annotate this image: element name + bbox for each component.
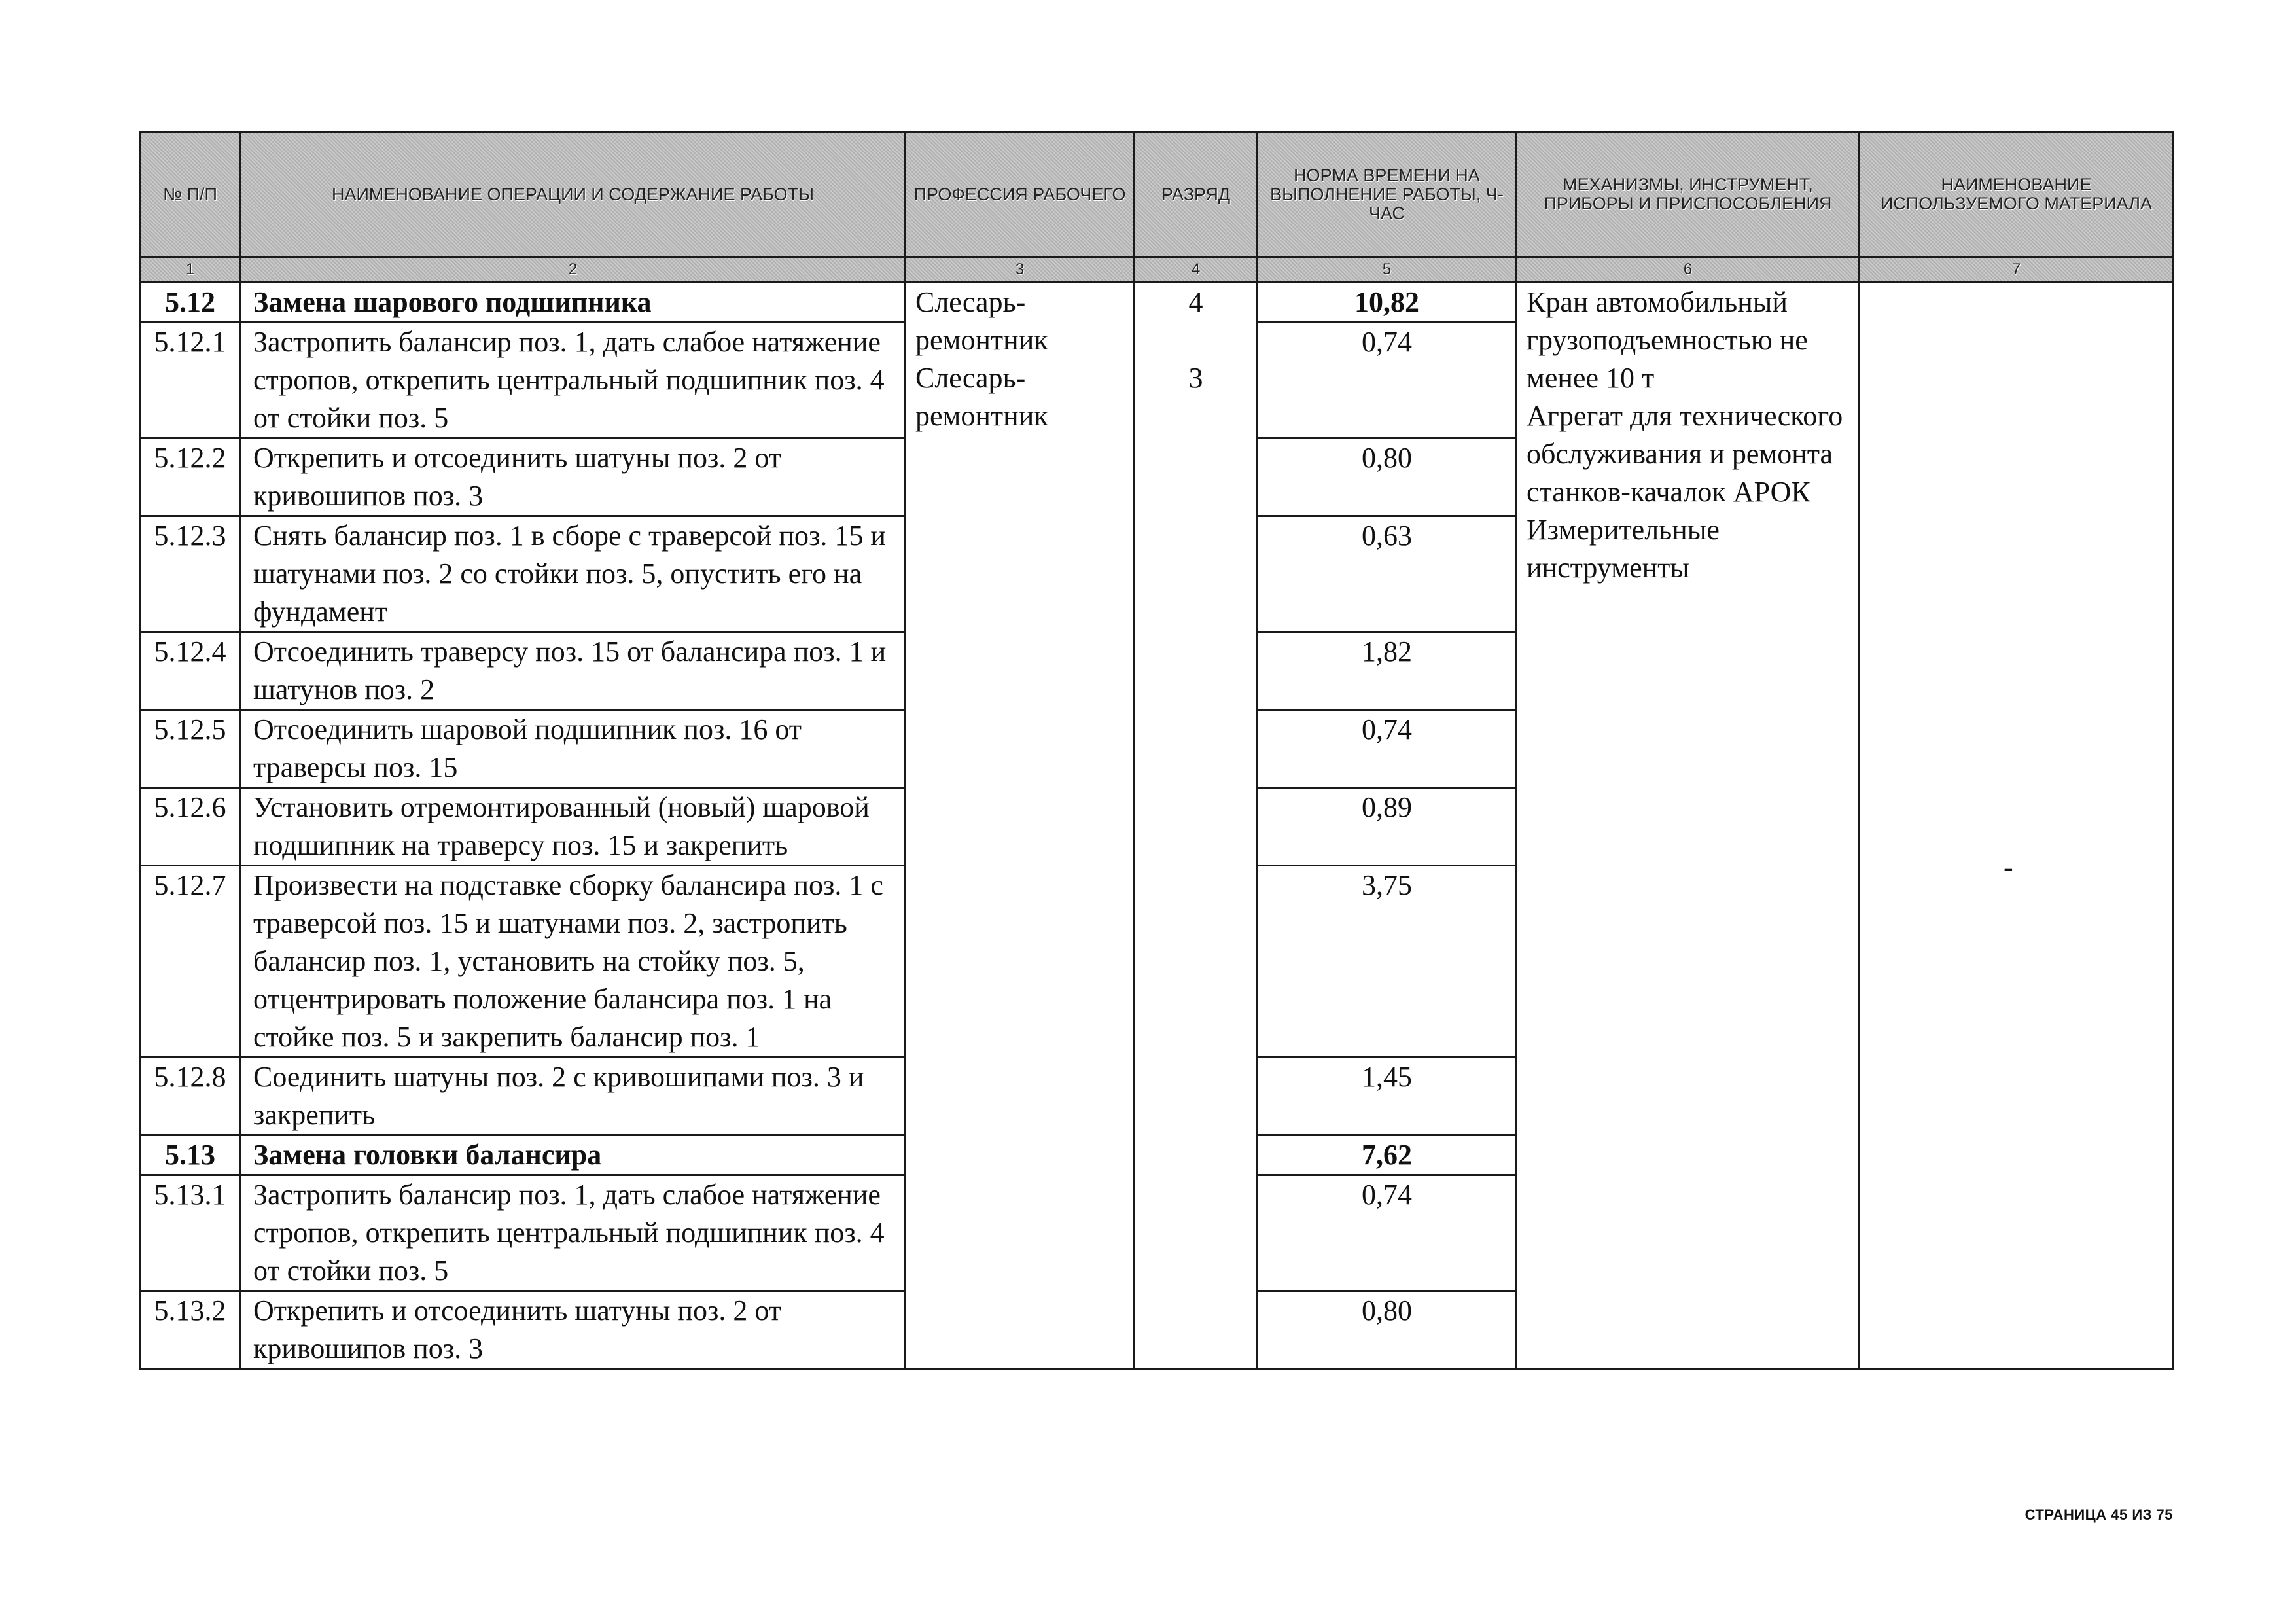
- row-number: 5.12.5: [140, 710, 241, 788]
- operation-text: Застропить балансир поз. 1, дать слабое натяжение стропов, открепить центральный подшипник поз. 4 от стойки поз. 5: [241, 323, 906, 438]
- operation-text: Произвести на подставке сборку балансира поз. 1 с траверсой поз. 15 и шатунами поз. 2, застропить балансир поз. 1, установить на стойку поз. 5, отцентрировать положение балансира поз. 1 на стойке поз. 5 и закрепить балансир поз. 1: [241, 866, 906, 1058]
- time-norm: 3,75: [1258, 866, 1517, 1058]
- operations-table: [139, 131, 2174, 1370]
- row-number: 5.12.1: [140, 323, 241, 438]
- column-number: 2: [241, 257, 906, 283]
- profession-text: Слесарь-ремонтник: [915, 362, 1048, 432]
- time-norm: 0,74: [1258, 323, 1517, 438]
- header-grade: РАЗРЯД: [1135, 132, 1258, 257]
- column-number: 4: [1135, 257, 1258, 283]
- header-tools: МЕХАНИЗМЫ, ИНСТРУМЕНТ, ПРИБОРЫ И ПРИСПОСОБЛЕНИЯ: [1517, 132, 1860, 257]
- table-row: [140, 283, 2174, 323]
- time-norm: 0,80: [1258, 1291, 1517, 1369]
- row-number: 5.12.4: [140, 632, 241, 710]
- row-number: 5.12.8: [140, 1058, 241, 1135]
- profession-text: Слесарь-ремонтник: [915, 286, 1048, 356]
- grade-value: 3: [1188, 362, 1203, 394]
- header-operation: НАИМЕНОВАНИЕ ОПЕРАЦИИ И СОДЕРЖАНИЕ РАБОТЫ: [241, 132, 906, 257]
- time-norm: 0,63: [1258, 516, 1517, 632]
- time-norm: 7,62: [1258, 1135, 1517, 1175]
- header-num: № П/П: [140, 132, 241, 257]
- operation-text: Снять балансир поз. 1 в сборе с траверсой поз. 15 и шатунами поз. 2 со стойки поз. 5, опустить его на фундамент: [241, 516, 906, 632]
- time-norm: 1,45: [1258, 1058, 1517, 1135]
- material-cell: [1860, 283, 2174, 1369]
- row-number: 5.12.7: [140, 866, 241, 1058]
- column-number: 5: [1258, 257, 1517, 283]
- tools-cell: [1517, 283, 1860, 1369]
- row-number: 5.12.2: [140, 438, 241, 516]
- column-number: 7: [1860, 257, 2174, 283]
- time-norm: 0,89: [1258, 788, 1517, 866]
- row-number: 5.12.3: [140, 516, 241, 632]
- tool-text: Агрегат для технического обслуживания и ремонта станков-качалок АРОК: [1527, 400, 1843, 508]
- operation-text: Установить отремонтированный (новый) шаровой подшипник на траверсу поз. 15 и закрепить: [241, 788, 906, 866]
- time-norm: 0,74: [1258, 1175, 1517, 1291]
- header-profession: ПРОФЕССИЯ РАБОЧЕГО: [906, 132, 1135, 257]
- row-number: 5.13: [140, 1135, 241, 1175]
- row-number: 5.12: [140, 283, 241, 323]
- tool-text: Кран автомобильный грузоподъемностью не менее 10 т: [1527, 286, 1808, 394]
- grade-cell: [1135, 283, 1258, 1369]
- time-norm: 0,80: [1258, 438, 1517, 516]
- header-row: [140, 132, 2174, 257]
- operation-text: Застропить балансир поз. 1, дать слабое натяжение стропов, открепить центральный подшипник поз. 4 от стойки поз. 5: [241, 1175, 906, 1291]
- operation-text: Отсоединить шаровой подшипник поз. 16 от траверсы поз. 15: [241, 710, 906, 788]
- row-number: 5.13.2: [140, 1291, 241, 1369]
- material-dash: -: [2004, 851, 2013, 883]
- column-number: 6: [1517, 257, 1860, 283]
- time-norm: 0,74: [1258, 710, 1517, 788]
- tool-text: Измерительные инструменты: [1527, 514, 1720, 584]
- grade-value: 4: [1188, 286, 1203, 318]
- column-numbers-row: [140, 257, 2174, 283]
- row-number: 5.13.1: [140, 1175, 241, 1291]
- operation-text: Открепить и отсоединить шатуны поз. 2 от кривошипов поз. 3: [241, 438, 906, 516]
- page-footer: СТРАНИЦА 45 ИЗ 75: [2024, 1507, 2173, 1523]
- header-time-norm: НОРМА ВРЕМЕНИ НА ВЫПОЛНЕНИЕ РАБОТЫ, Ч-ЧАС: [1258, 132, 1517, 257]
- profession-cell: [906, 283, 1135, 1369]
- operation-text: Открепить и отсоединить шатуны поз. 2 от кривошипов поз. 3: [241, 1291, 906, 1369]
- operation-text: Отсоединить траверсу поз. 15 от балансира поз. 1 и шатунов поз. 2: [241, 632, 906, 710]
- row-number: 5.12.6: [140, 788, 241, 866]
- column-number: 1: [140, 257, 241, 283]
- operation-text: Замена шарового подшипника: [241, 283, 906, 323]
- header-material: НАИМЕНОВАНИЕ ИСПОЛЬЗУЕМОГО МАТЕРИАЛА: [1860, 132, 2174, 257]
- time-norm: 10,82: [1258, 283, 1517, 323]
- operation-text: Соединить шатуны поз. 2 с кривошипами поз. 3 и закрепить: [241, 1058, 906, 1135]
- column-number: 3: [906, 257, 1135, 283]
- operation-text: Замена головки балансира: [241, 1135, 906, 1175]
- time-norm: 1,82: [1258, 632, 1517, 710]
